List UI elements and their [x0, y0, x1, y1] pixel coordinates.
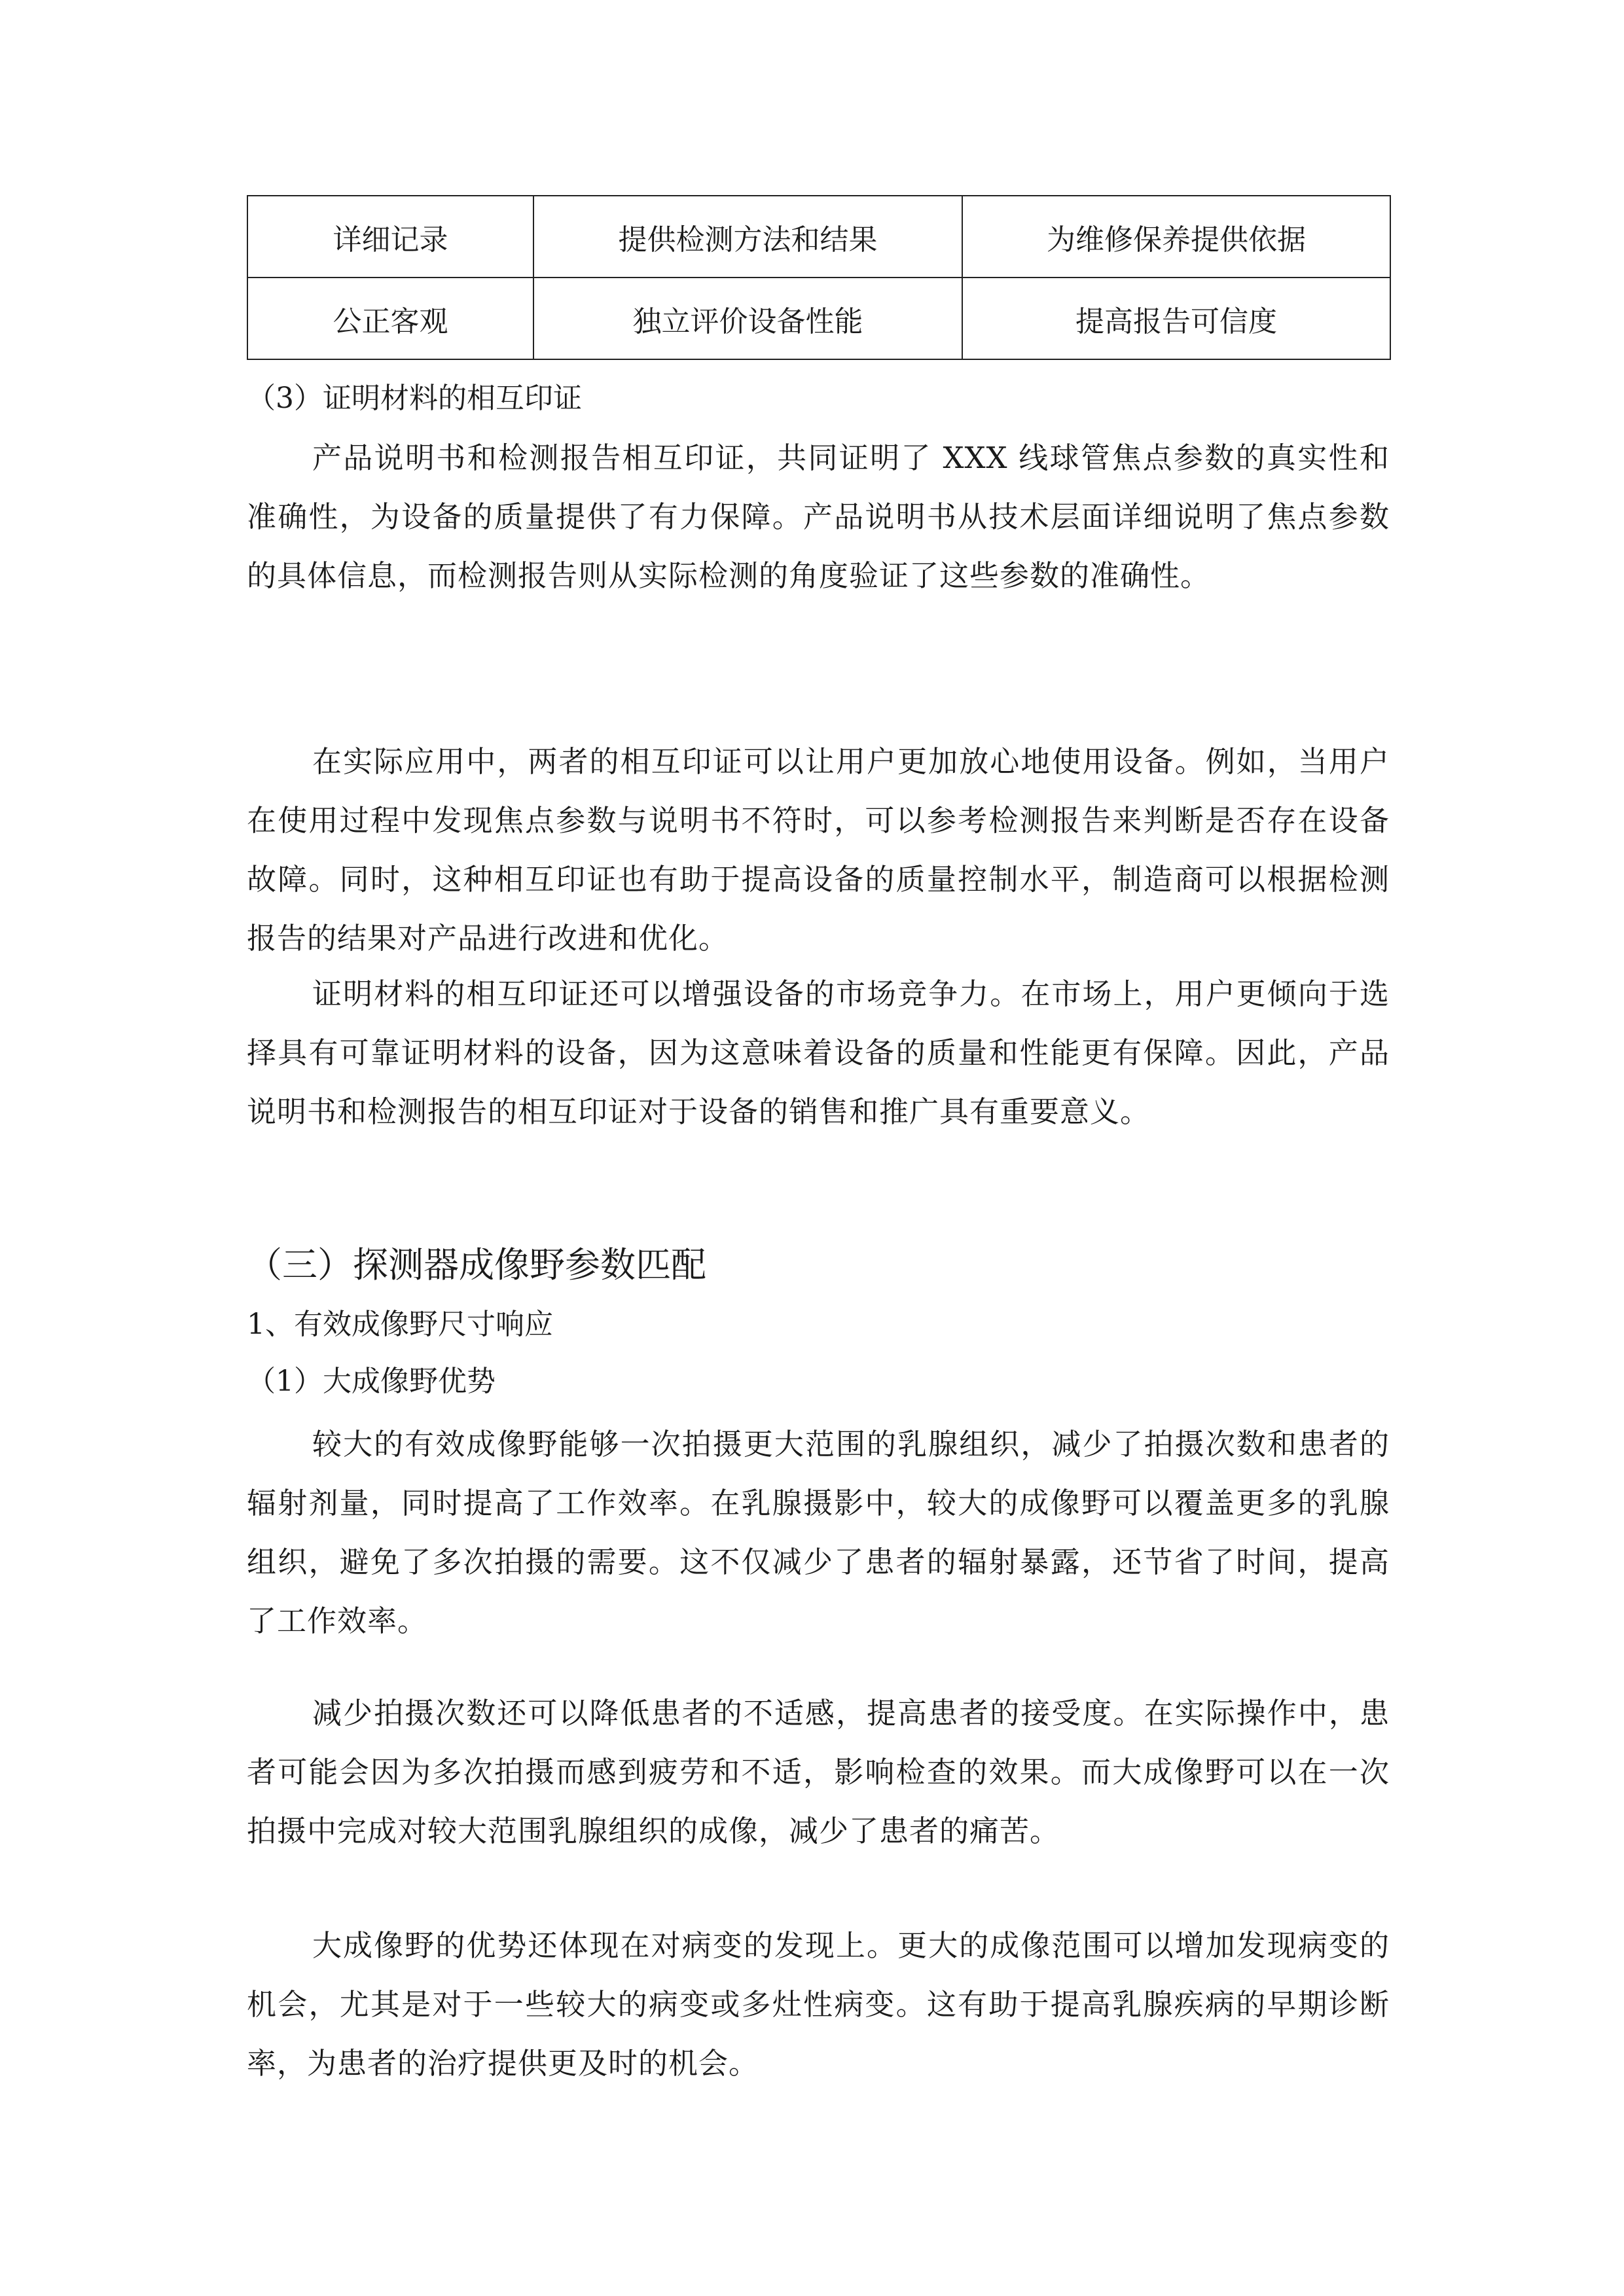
table-cell: 公正客观: [247, 278, 533, 359]
chapter-heading: （三）探测器成像野参数匹配: [247, 1244, 706, 1285]
paragraph: 在实际应用中，两者的相互印证可以让用户更加放心地使用设备。例如，当用户在使用过程中发现焦点参数与说明书不符时，可以参考检测报告来判断是否存在设备故障。同时，这种相互印证也有助于提高设备的质量控制水平，制造商可以根据检测报告的结果对产品进行改进和优化。: [247, 744, 1390, 956]
table-row: [247, 278, 1390, 359]
subsub-heading: （1）大成像野优势: [247, 1365, 496, 1398]
paragraph: 大成像野的优势还体现在对病变的发现上。更大的成像范围可以增加发现病变的机会，尤其是对于一些较大的病变或多灶性病变。这有助于提高乳腺疾病的早期诊断率，为患者的治疗提供更及时的机会。: [247, 1928, 1390, 2081]
table-cell: 详细记录: [247, 196, 533, 278]
table-cell: 提供检测方法和结果: [533, 196, 962, 278]
table-cell: 提高报告可信度: [962, 278, 1390, 359]
paragraph: 较大的有效成像野能够一次拍摄更大范围的乳腺组织，减少了拍摄次数和患者的辐射剂量，同时提高了工作效率。在乳腺摄影中，较大的成像野可以覆盖更多的乳腺组织，避免了多次拍摄的需要。这不仅减少了患者的辐射暴露，还节省了时间，提高了工作效率。: [247, 1427, 1390, 1638]
table-cell: 为维修保养提供依据: [962, 196, 1390, 278]
paragraph: 减少拍摄次数还可以降低患者的不适感，提高患者的接受度。在实际操作中，患者可能会因为多次拍摄而感到疲劳和不适，影响检查的效果。而大成像野可以在一次拍摄中完成对较大范围乳腺组织的成像，减少了患者的痛苦。: [247, 1696, 1390, 1848]
table-row: [247, 196, 1390, 278]
paragraph: 证明材料的相互印证还可以增强设备的市场竞争力。在市场上，用户更倾向于选择具有可靠证明材料的设备，因为这意味着设备的质量和性能更有保障。因此，产品说明书和检测报告的相互印证对于设备的销售和推广具有重要意义。: [247, 977, 1390, 1129]
table-cell: 独立评价设备性能: [533, 278, 962, 359]
sub-heading: 1、有效成像野尺寸响应: [247, 1308, 553, 1341]
paragraph: 产品说明书和检测报告相互印证，共同证明了 XXX 线球管焦点参数的真实性和准确性，为设备的质量提供了有力保障。产品说明书从技术层面详细说明了焦点参数的具体信息，而检测报告则从实际检测的角度验证了这些参数的准确性。: [247, 440, 1390, 593]
comparison-table: [247, 195, 1391, 360]
section-heading: （3）证明材料的相互印证: [247, 382, 582, 415]
